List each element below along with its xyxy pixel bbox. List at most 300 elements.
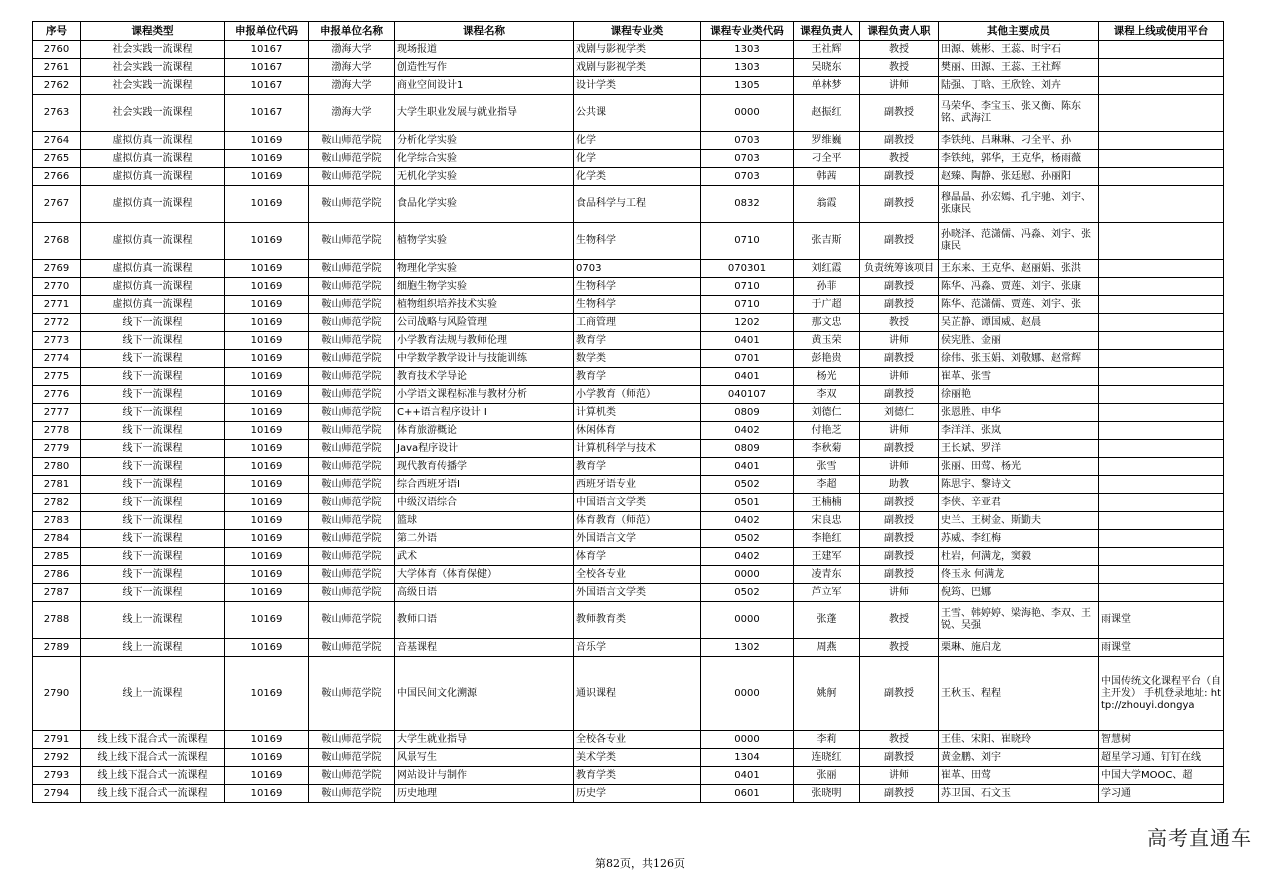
cell-course-name: 中国民间文化溯源 bbox=[395, 657, 574, 731]
cell-platform bbox=[1099, 458, 1224, 476]
cell-leader-title: 副教授 bbox=[860, 512, 939, 530]
cell-leader-title: 助教 bbox=[860, 476, 939, 494]
cell-unit-name: 鞍山师范学院 bbox=[309, 566, 395, 584]
cell-major-code: 0502 bbox=[701, 530, 794, 548]
cell-seq: 2763 bbox=[33, 95, 81, 132]
cell-seq: 2789 bbox=[33, 639, 81, 657]
cell-unit-name: 鞍山师范学院 bbox=[309, 332, 395, 350]
cell-unit-code: 10169 bbox=[225, 296, 309, 314]
cell-major-code: 0710 bbox=[701, 296, 794, 314]
cell-unit-name: 鞍山师范学院 bbox=[309, 368, 395, 386]
cell-unit-code: 10169 bbox=[225, 368, 309, 386]
cell-platform bbox=[1099, 278, 1224, 296]
table-row bbox=[33, 132, 1224, 150]
cell-unit-name: 渤海大学 bbox=[309, 77, 395, 95]
cell-leader-title: 教授 bbox=[860, 639, 939, 657]
cell-major-category: 生物科学 bbox=[574, 296, 701, 314]
cell-leader: 芦立军 bbox=[794, 584, 860, 602]
cell-unit-name: 鞍山师范学院 bbox=[309, 584, 395, 602]
cell-unit-code: 10167 bbox=[225, 77, 309, 95]
cell-leader-title: 讲师 bbox=[860, 422, 939, 440]
cell-leader-title: 副教授 bbox=[860, 350, 939, 368]
cell-leader: 王社辉 bbox=[794, 41, 860, 59]
cell-unit-name: 渤海大学 bbox=[309, 59, 395, 77]
table-row bbox=[33, 332, 1224, 350]
cell-major-category: 教育学 bbox=[574, 458, 701, 476]
cell-platform: 超星学习通、钉钉在线 bbox=[1099, 749, 1224, 767]
cell-members: 李铁纯、吕琳琳、刁全平、孙 bbox=[939, 132, 1099, 150]
cell-major-code: 0832 bbox=[701, 186, 794, 223]
cell-seq: 2780 bbox=[33, 458, 81, 476]
cell-major-category: 西班牙语专业 bbox=[574, 476, 701, 494]
cell-leader-title: 讲师 bbox=[860, 332, 939, 350]
cell-unit-name: 鞍山师范学院 bbox=[309, 639, 395, 657]
cell-course-name: 中级汉语综合 bbox=[395, 494, 574, 512]
cell-platform bbox=[1099, 386, 1224, 404]
cell-course-type: 线下一流课程 bbox=[81, 512, 225, 530]
cell-members: 王东来、王克华、赵丽娟、张洪 bbox=[939, 260, 1099, 278]
table-row bbox=[33, 548, 1224, 566]
cell-members: 崔革、张雪 bbox=[939, 368, 1099, 386]
cell-seq: 2788 bbox=[33, 602, 81, 639]
cell-leader-title: 副教授 bbox=[860, 548, 939, 566]
header-major-category: 课程专业类 bbox=[574, 22, 701, 41]
cell-unit-code: 10169 bbox=[225, 440, 309, 458]
cell-seq: 2783 bbox=[33, 512, 81, 530]
table-row bbox=[33, 494, 1224, 512]
cell-unit-name: 鞍山师范学院 bbox=[309, 168, 395, 186]
cell-leader: 刁全平 bbox=[794, 150, 860, 168]
cell-unit-name: 鞍山师范学院 bbox=[309, 260, 395, 278]
cell-course-name: 食品化学实验 bbox=[395, 186, 574, 223]
cell-course-name: 中学数学教学设计与技能训练 bbox=[395, 350, 574, 368]
cell-major-code: 0809 bbox=[701, 404, 794, 422]
table-row bbox=[33, 530, 1224, 548]
cell-course-name: 网站设计与制作 bbox=[395, 767, 574, 785]
cell-members: 李铁纯，郭华，王克华，杨雨薇 bbox=[939, 150, 1099, 168]
cell-course-type: 线上一流课程 bbox=[81, 602, 225, 639]
table-row bbox=[33, 422, 1224, 440]
cell-unit-name: 鞍山师范学院 bbox=[309, 657, 395, 731]
cell-leader-title: 刘德仁 bbox=[860, 404, 939, 422]
cell-major-category: 计算机类 bbox=[574, 404, 701, 422]
cell-members: 王佳、宋阳、崔晓玲 bbox=[939, 731, 1099, 749]
cell-members: 吴芷静、谭国威、赵晨 bbox=[939, 314, 1099, 332]
cell-unit-name: 鞍山师范学院 bbox=[309, 458, 395, 476]
cell-leader: 张蓬 bbox=[794, 602, 860, 639]
cell-major-code: 0401 bbox=[701, 332, 794, 350]
cell-seq: 2778 bbox=[33, 422, 81, 440]
cell-course-name: 教育技术学导论 bbox=[395, 368, 574, 386]
cell-unit-name: 鞍山师范学院 bbox=[309, 530, 395, 548]
table-row bbox=[33, 566, 1224, 584]
cell-major-category: 化学 bbox=[574, 132, 701, 150]
cell-leader: 李艳红 bbox=[794, 530, 860, 548]
cell-major-code: 1303 bbox=[701, 41, 794, 59]
cell-unit-name: 鞍山师范学院 bbox=[309, 785, 395, 803]
cell-major-code: 0501 bbox=[701, 494, 794, 512]
table-row bbox=[33, 767, 1224, 785]
cell-course-type: 社会实践一流课程 bbox=[81, 41, 225, 59]
cell-major-code: 0000 bbox=[701, 602, 794, 639]
cell-course-name: 历史地理 bbox=[395, 785, 574, 803]
cell-members: 李洋洋、张岚 bbox=[939, 422, 1099, 440]
cell-seq: 2773 bbox=[33, 332, 81, 350]
cell-major-category: 0703 bbox=[574, 260, 701, 278]
cell-platform: 学习通 bbox=[1099, 785, 1224, 803]
cell-course-type: 线下一流课程 bbox=[81, 530, 225, 548]
cell-course-name: C++语言程序设计 I bbox=[395, 404, 574, 422]
cell-seq: 2774 bbox=[33, 350, 81, 368]
cell-unit-name: 鞍山师范学院 bbox=[309, 440, 395, 458]
cell-leader-title: 讲师 bbox=[860, 77, 939, 95]
cell-course-type: 社会实践一流课程 bbox=[81, 95, 225, 132]
cell-course-name: 现代教育传播学 bbox=[395, 458, 574, 476]
cell-seq: 2793 bbox=[33, 767, 81, 785]
cell-unit-code: 10167 bbox=[225, 95, 309, 132]
cell-leader-title: 讲师 bbox=[860, 368, 939, 386]
cell-leader: 付艳芝 bbox=[794, 422, 860, 440]
cell-members: 张丽、田莺、杨光 bbox=[939, 458, 1099, 476]
cell-major-category: 美术学类 bbox=[574, 749, 701, 767]
cell-platform bbox=[1099, 260, 1224, 278]
table-row bbox=[33, 458, 1224, 476]
header-major-code: 课程专业类代码 bbox=[701, 22, 794, 41]
cell-platform: 智慧树 bbox=[1099, 731, 1224, 749]
cell-major-code: 040107 bbox=[701, 386, 794, 404]
cell-unit-code: 10169 bbox=[225, 602, 309, 639]
cell-unit-name: 渤海大学 bbox=[309, 95, 395, 132]
cell-platform bbox=[1099, 150, 1224, 168]
cell-seq: 2760 bbox=[33, 41, 81, 59]
cell-unit-name: 鞍山师范学院 bbox=[309, 749, 395, 767]
cell-members: 陈思宇、黎诗文 bbox=[939, 476, 1099, 494]
cell-leader-title: 讲师 bbox=[860, 458, 939, 476]
cell-seq: 2786 bbox=[33, 566, 81, 584]
cell-leader: 刘德仁 bbox=[794, 404, 860, 422]
cell-course-name: 商业空间设计1 bbox=[395, 77, 574, 95]
cell-major-code: 0401 bbox=[701, 458, 794, 476]
cell-leader: 罗维巍 bbox=[794, 132, 860, 150]
cell-members: 孙晓泽、范潇儒、冯淼、刘宇、张康民 bbox=[939, 223, 1099, 260]
cell-course-type: 线下一流课程 bbox=[81, 422, 225, 440]
cell-major-code: 0402 bbox=[701, 548, 794, 566]
table-row bbox=[33, 278, 1224, 296]
cell-unit-code: 10169 bbox=[225, 657, 309, 731]
cell-unit-code: 10169 bbox=[225, 168, 309, 186]
cell-major-category: 化学 bbox=[574, 150, 701, 168]
cell-leader: 张雪 bbox=[794, 458, 860, 476]
cell-leader: 韩茜 bbox=[794, 168, 860, 186]
cell-members: 苏卫国、石文玉 bbox=[939, 785, 1099, 803]
cell-unit-code: 10169 bbox=[225, 150, 309, 168]
cell-course-type: 线上线下混合式一流课程 bbox=[81, 785, 225, 803]
cell-major-category: 设计学类 bbox=[574, 77, 701, 95]
cell-leader-title: 教授 bbox=[860, 602, 939, 639]
cell-platform bbox=[1099, 95, 1224, 132]
table-row bbox=[33, 223, 1224, 260]
cell-platform bbox=[1099, 440, 1224, 458]
cell-seq: 2767 bbox=[33, 186, 81, 223]
cell-major-category: 教育学 bbox=[574, 368, 701, 386]
cell-major-code: 0000 bbox=[701, 95, 794, 132]
cell-platform bbox=[1099, 512, 1224, 530]
cell-course-type: 社会实践一流课程 bbox=[81, 77, 225, 95]
cell-leader-title: 副教授 bbox=[860, 186, 939, 223]
cell-leader: 赵振红 bbox=[794, 95, 860, 132]
cell-members: 陈华、冯淼、贾莲、刘宇、张康 bbox=[939, 278, 1099, 296]
cell-unit-name: 鞍山师范学院 bbox=[309, 132, 395, 150]
cell-platform bbox=[1099, 296, 1224, 314]
table-row bbox=[33, 77, 1224, 95]
cell-leader-title: 教授 bbox=[860, 59, 939, 77]
cell-members: 陆强、丁晗、王欣铨、刘卉 bbox=[939, 77, 1099, 95]
cell-leader: 王建军 bbox=[794, 548, 860, 566]
cell-unit-code: 10169 bbox=[225, 223, 309, 260]
cell-unit-name: 鞍山师范学院 bbox=[309, 494, 395, 512]
cell-major-category: 外国语言文学 bbox=[574, 530, 701, 548]
cell-unit-code: 10167 bbox=[225, 59, 309, 77]
cell-members: 栗琳、施启龙 bbox=[939, 639, 1099, 657]
cell-major-category: 戏剧与影视学类 bbox=[574, 59, 701, 77]
cell-major-code: 0000 bbox=[701, 731, 794, 749]
cell-course-name: 化学综合实验 bbox=[395, 150, 574, 168]
cell-seq: 2761 bbox=[33, 59, 81, 77]
cell-course-type: 线下一流课程 bbox=[81, 440, 225, 458]
cell-course-type: 线上一流课程 bbox=[81, 639, 225, 657]
cell-course-type: 线下一流课程 bbox=[81, 566, 225, 584]
cell-unit-name: 鞍山师范学院 bbox=[309, 404, 395, 422]
cell-unit-code: 10169 bbox=[225, 548, 309, 566]
cell-leader: 张吉斯 bbox=[794, 223, 860, 260]
cell-leader-title: 教授 bbox=[860, 150, 939, 168]
cell-unit-name: 鞍山师范学院 bbox=[309, 223, 395, 260]
table-row bbox=[33, 404, 1224, 422]
header-course-type: 课程类型 bbox=[81, 22, 225, 41]
cell-members: 王雪、韩婷婷、梁海艳、李双、王锐、吴强 bbox=[939, 602, 1099, 639]
cell-seq: 2791 bbox=[33, 731, 81, 749]
cell-leader: 张丽 bbox=[794, 767, 860, 785]
cell-course-type: 线下一流课程 bbox=[81, 368, 225, 386]
page-footer: 第82页，共126页 bbox=[595, 857, 685, 870]
cell-course-type: 线下一流课程 bbox=[81, 548, 225, 566]
table-row bbox=[33, 584, 1224, 602]
header-platform: 课程上线或使用平台 bbox=[1099, 22, 1224, 41]
cell-major-category: 通识课程 bbox=[574, 657, 701, 731]
cell-course-type: 线上线下混合式一流课程 bbox=[81, 731, 225, 749]
cell-course-type: 虚拟仿真一流课程 bbox=[81, 186, 225, 223]
cell-members: 田源、姚彬、王蕊、时宇石 bbox=[939, 41, 1099, 59]
cell-unit-name: 鞍山师范学院 bbox=[309, 278, 395, 296]
cell-major-code: 0401 bbox=[701, 767, 794, 785]
cell-major-category: 生物科学 bbox=[574, 278, 701, 296]
table-row bbox=[33, 476, 1224, 494]
cell-leader-title: 副教授 bbox=[860, 785, 939, 803]
cell-members: 苏威、李红梅 bbox=[939, 530, 1099, 548]
cell-members: 马荣华、李宝玉、张又衡、陈东铭、武海江 bbox=[939, 95, 1099, 132]
cell-unit-code: 10169 bbox=[225, 458, 309, 476]
cell-major-category: 计算机科学与技术 bbox=[574, 440, 701, 458]
cell-major-category: 生物科学 bbox=[574, 223, 701, 260]
cell-members: 崔革、田莺 bbox=[939, 767, 1099, 785]
cell-platform bbox=[1099, 77, 1224, 95]
cell-seq: 2787 bbox=[33, 584, 81, 602]
cell-members: 佟玉永 何满龙 bbox=[939, 566, 1099, 584]
watermark: 高考直通车 bbox=[1147, 826, 1252, 850]
cell-unit-name: 鞍山师范学院 bbox=[309, 150, 395, 168]
header-leader: 课程负责人 bbox=[794, 22, 860, 41]
cell-course-type: 线上线下混合式一流课程 bbox=[81, 767, 225, 785]
cell-unit-code: 10169 bbox=[225, 332, 309, 350]
cell-members: 王秋玉、程程 bbox=[939, 657, 1099, 731]
cell-course-name: 武术 bbox=[395, 548, 574, 566]
cell-leader-title: 讲师 bbox=[860, 767, 939, 785]
cell-platform bbox=[1099, 168, 1224, 186]
cell-major-category: 中国语言文学类 bbox=[574, 494, 701, 512]
table-row bbox=[33, 186, 1224, 223]
cell-course-type: 社会实践一流课程 bbox=[81, 59, 225, 77]
cell-leader: 王楠楠 bbox=[794, 494, 860, 512]
cell-major-code: 0703 bbox=[701, 132, 794, 150]
cell-leader-title: 副教授 bbox=[860, 494, 939, 512]
table-row bbox=[33, 639, 1224, 657]
table-row bbox=[33, 296, 1224, 314]
cell-members: 侯宪胜、金丽 bbox=[939, 332, 1099, 350]
cell-platform: 中国传统文化课程平台（自主开发） 手机登录地址: http://zhouyi.dongya bbox=[1099, 657, 1224, 731]
cell-platform bbox=[1099, 494, 1224, 512]
cell-platform bbox=[1099, 350, 1224, 368]
cell-major-code: 070301 bbox=[701, 260, 794, 278]
cell-platform bbox=[1099, 223, 1224, 260]
cell-seq: 2784 bbox=[33, 530, 81, 548]
cell-course-type: 虚拟仿真一流课程 bbox=[81, 260, 225, 278]
cell-course-type: 线下一流课程 bbox=[81, 458, 225, 476]
cell-unit-code: 10169 bbox=[225, 785, 309, 803]
cell-major-category: 公共课 bbox=[574, 95, 701, 132]
cell-unit-code: 10169 bbox=[225, 476, 309, 494]
cell-unit-name: 鞍山师范学院 bbox=[309, 602, 395, 639]
cell-platform bbox=[1099, 530, 1224, 548]
cell-unit-name: 鞍山师范学院 bbox=[309, 548, 395, 566]
cell-platform bbox=[1099, 59, 1224, 77]
cell-members: 黄金鹏、刘宇 bbox=[939, 749, 1099, 767]
cell-course-type: 线下一流课程 bbox=[81, 350, 225, 368]
cell-unit-code: 10169 bbox=[225, 767, 309, 785]
cell-unit-name: 鞍山师范学院 bbox=[309, 186, 395, 223]
cell-members: 王长斌、罗洋 bbox=[939, 440, 1099, 458]
header-leader-title: 课程负责人职 bbox=[860, 22, 939, 41]
cell-platform bbox=[1099, 584, 1224, 602]
cell-leader: 李秋菊 bbox=[794, 440, 860, 458]
cell-major-code: 0703 bbox=[701, 150, 794, 168]
cell-platform bbox=[1099, 404, 1224, 422]
cell-unit-code: 10167 bbox=[225, 41, 309, 59]
cell-leader: 李莉 bbox=[794, 731, 860, 749]
cell-leader: 吴晓东 bbox=[794, 59, 860, 77]
cell-major-category: 体育学 bbox=[574, 548, 701, 566]
cell-major-category: 戏剧与影视学类 bbox=[574, 41, 701, 59]
cell-unit-name: 鞍山师范学院 bbox=[309, 296, 395, 314]
cell-unit-code: 10169 bbox=[225, 584, 309, 602]
cell-major-code: 1302 bbox=[701, 639, 794, 657]
cell-leader: 凌青东 bbox=[794, 566, 860, 584]
cell-leader: 姚舸 bbox=[794, 657, 860, 731]
table-row bbox=[33, 314, 1224, 332]
cell-platform bbox=[1099, 566, 1224, 584]
cell-seq: 2762 bbox=[33, 77, 81, 95]
cell-leader: 于广超 bbox=[794, 296, 860, 314]
header-row bbox=[33, 22, 1224, 41]
cell-seq: 2782 bbox=[33, 494, 81, 512]
cell-major-code: 0710 bbox=[701, 278, 794, 296]
cell-leader-title: 负责统筹该项目 bbox=[860, 260, 939, 278]
header-unit-code: 申报单位代码 bbox=[225, 22, 309, 41]
table-row bbox=[33, 368, 1224, 386]
cell-leader-title: 教授 bbox=[860, 41, 939, 59]
cell-major-code: 0000 bbox=[701, 657, 794, 731]
cell-seq: 2765 bbox=[33, 150, 81, 168]
cell-unit-code: 10169 bbox=[225, 132, 309, 150]
cell-members: 李侠、辛亚君 bbox=[939, 494, 1099, 512]
cell-leader: 彭艳贵 bbox=[794, 350, 860, 368]
cell-course-name: 大学生职业发展与就业指导 bbox=[395, 95, 574, 132]
cell-leader: 杨光 bbox=[794, 368, 860, 386]
cell-major-code: 0502 bbox=[701, 476, 794, 494]
cell-major-code: 0710 bbox=[701, 223, 794, 260]
cell-unit-name: 鞍山师范学院 bbox=[309, 422, 395, 440]
cell-unit-code: 10169 bbox=[225, 278, 309, 296]
cell-leader-title: 副教授 bbox=[860, 278, 939, 296]
cell-seq: 2779 bbox=[33, 440, 81, 458]
course-table bbox=[32, 21, 1224, 803]
cell-seq: 2776 bbox=[33, 386, 81, 404]
cell-members: 倪筠、巴娜 bbox=[939, 584, 1099, 602]
cell-seq: 2766 bbox=[33, 168, 81, 186]
cell-unit-code: 10169 bbox=[225, 749, 309, 767]
cell-course-type: 线下一流课程 bbox=[81, 404, 225, 422]
cell-course-name: 小学教育法规与教师伦理 bbox=[395, 332, 574, 350]
cell-seq: 2764 bbox=[33, 132, 81, 150]
cell-members: 樊丽、田源、王蕊、王社辉 bbox=[939, 59, 1099, 77]
cell-members: 杜岩，何满龙，窦毅 bbox=[939, 548, 1099, 566]
cell-unit-name: 鞍山师范学院 bbox=[309, 512, 395, 530]
cell-course-name: 大学体育（体育保健） bbox=[395, 566, 574, 584]
cell-course-type: 线下一流课程 bbox=[81, 332, 225, 350]
table-row bbox=[33, 657, 1224, 731]
cell-unit-code: 10169 bbox=[225, 404, 309, 422]
cell-leader: 刘红霞 bbox=[794, 260, 860, 278]
cell-members: 张恩胜、申华 bbox=[939, 404, 1099, 422]
cell-unit-code: 10169 bbox=[225, 386, 309, 404]
cell-seq: 2775 bbox=[33, 368, 81, 386]
cell-course-name: 高级日语 bbox=[395, 584, 574, 602]
cell-unit-code: 10169 bbox=[225, 639, 309, 657]
cell-course-name: 植物组织培养技术实验 bbox=[395, 296, 574, 314]
cell-leader-title: 副教授 bbox=[860, 296, 939, 314]
cell-leader-title: 副教授 bbox=[860, 223, 939, 260]
cell-unit-code: 10169 bbox=[225, 260, 309, 278]
cell-course-type: 虚拟仿真一流课程 bbox=[81, 168, 225, 186]
table-body bbox=[33, 41, 1224, 803]
cell-seq: 2768 bbox=[33, 223, 81, 260]
cell-platform bbox=[1099, 314, 1224, 332]
cell-leader: 那文忠 bbox=[794, 314, 860, 332]
cell-seq: 2771 bbox=[33, 296, 81, 314]
table-row bbox=[33, 731, 1224, 749]
cell-leader-title: 副教授 bbox=[860, 749, 939, 767]
cell-course-name: 分析化学实验 bbox=[395, 132, 574, 150]
header-seq: 序号 bbox=[33, 22, 81, 41]
